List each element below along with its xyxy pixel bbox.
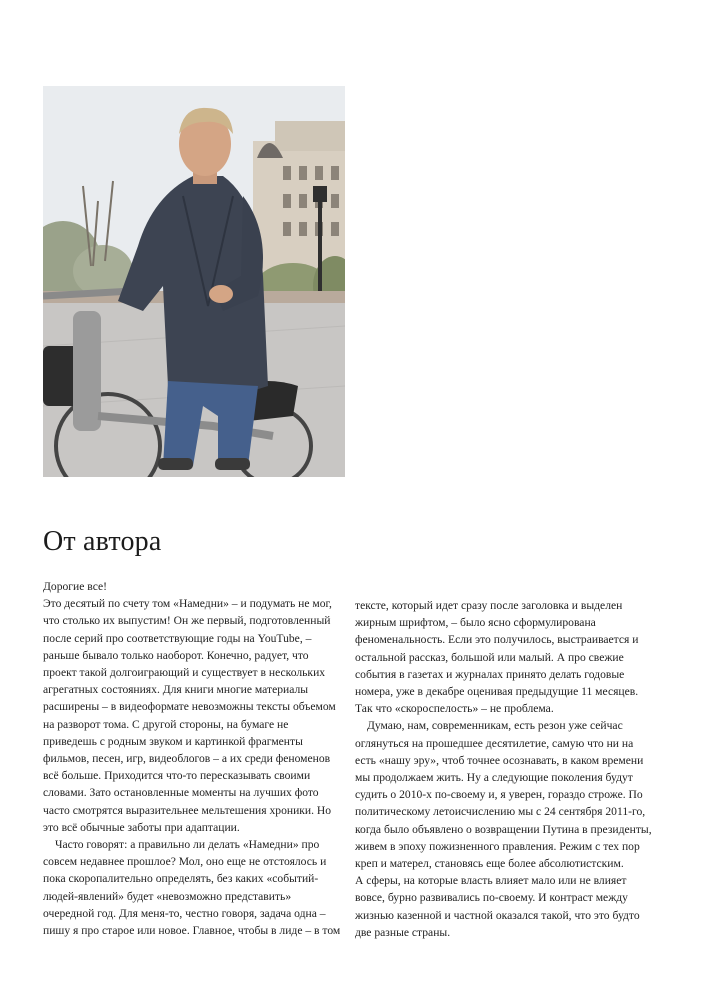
paragraph: Часто говорят: а правильно ли делать «Намедни» про совсем недавнее прошлое? Мол, оно еще не отстоялось и пока скоропалительно определять, без каких «событий-людей-явлений» будет «невозможно представить» очередной год. Для меня-то, честно говоря, задача одна – пишу я про старое или новое. Главное, чтобы в лиде – в том <box>43 838 341 938</box>
salutation: Дорогие все! <box>43 580 108 593</box>
text-column-right <box>355 597 655 941</box>
text-column-left <box>43 578 343 939</box>
paragraph: А сферы, на которые власть влияет мало или не влияет вовсе, бурно развивались по-своему. И контраст между жизнью казенной и частной оказался такой, что это будто две разные страны. <box>355 874 640 939</box>
author-photo <box>43 86 345 477</box>
paragraph: Думаю, нам, современникам, есть резон уже сейчас оглянуться на прошедшее десятилетие, самую что ни на есть «нашу эру», чтоб точнее осознавать, в каком времени мы продолжаем жить. Ну а следующие поколения будут судить о 2010-х по-своему и, я уверен, гораздо строже. По политическому летоисчислению мы с 24 сентября 2011-го, когда было объявлено о возвращении Путина в президенты, живем в эпоху пожизненного правления. Режим с тех пор креп и матерел, становясь еще более абсолютистским. <box>355 719 652 871</box>
paragraph: тексте, который идет сразу после заголовка и выделен жирным шрифтом, – было ясно сформулирована феноменальность. Если это получилось, выстраивается и остальной рассказ, большой или малый. А про свежие события в газетах и журналах принято делать годовые номера, уже в декабре оценивая предыдущие 11 месяцев. Так что «скороспелость» – не проблема. <box>355 599 639 716</box>
paragraph: Это десятый по счету том «Намедни» – и подумать не мог, что столько их выпустим! Он же первый, подготовленный после серий про соответствующие годы на YouTube, – раньше бывало только наоборот. Конечно, радует, что проект такой долгоиграющий и существует в нескольких агрегатных состояниях. Для книги многие материалы расширены – в видеоформате невозможны тексты объемом на разворот тома. С другой стороны, на бумаге не приведешь с родным звуком и картинкой фрагменты фильмов, песен, игр, видеоблогов – а их среди феноменов всё больше. Приходится что-то пересказывать своими словами. Зато остановленные моменты на лучших фото часто смотрятся выразительнее мельтешения хроники. Но это всё обычные заботы при адаптации. <box>43 597 336 834</box>
article-title: От автора <box>43 526 162 557</box>
